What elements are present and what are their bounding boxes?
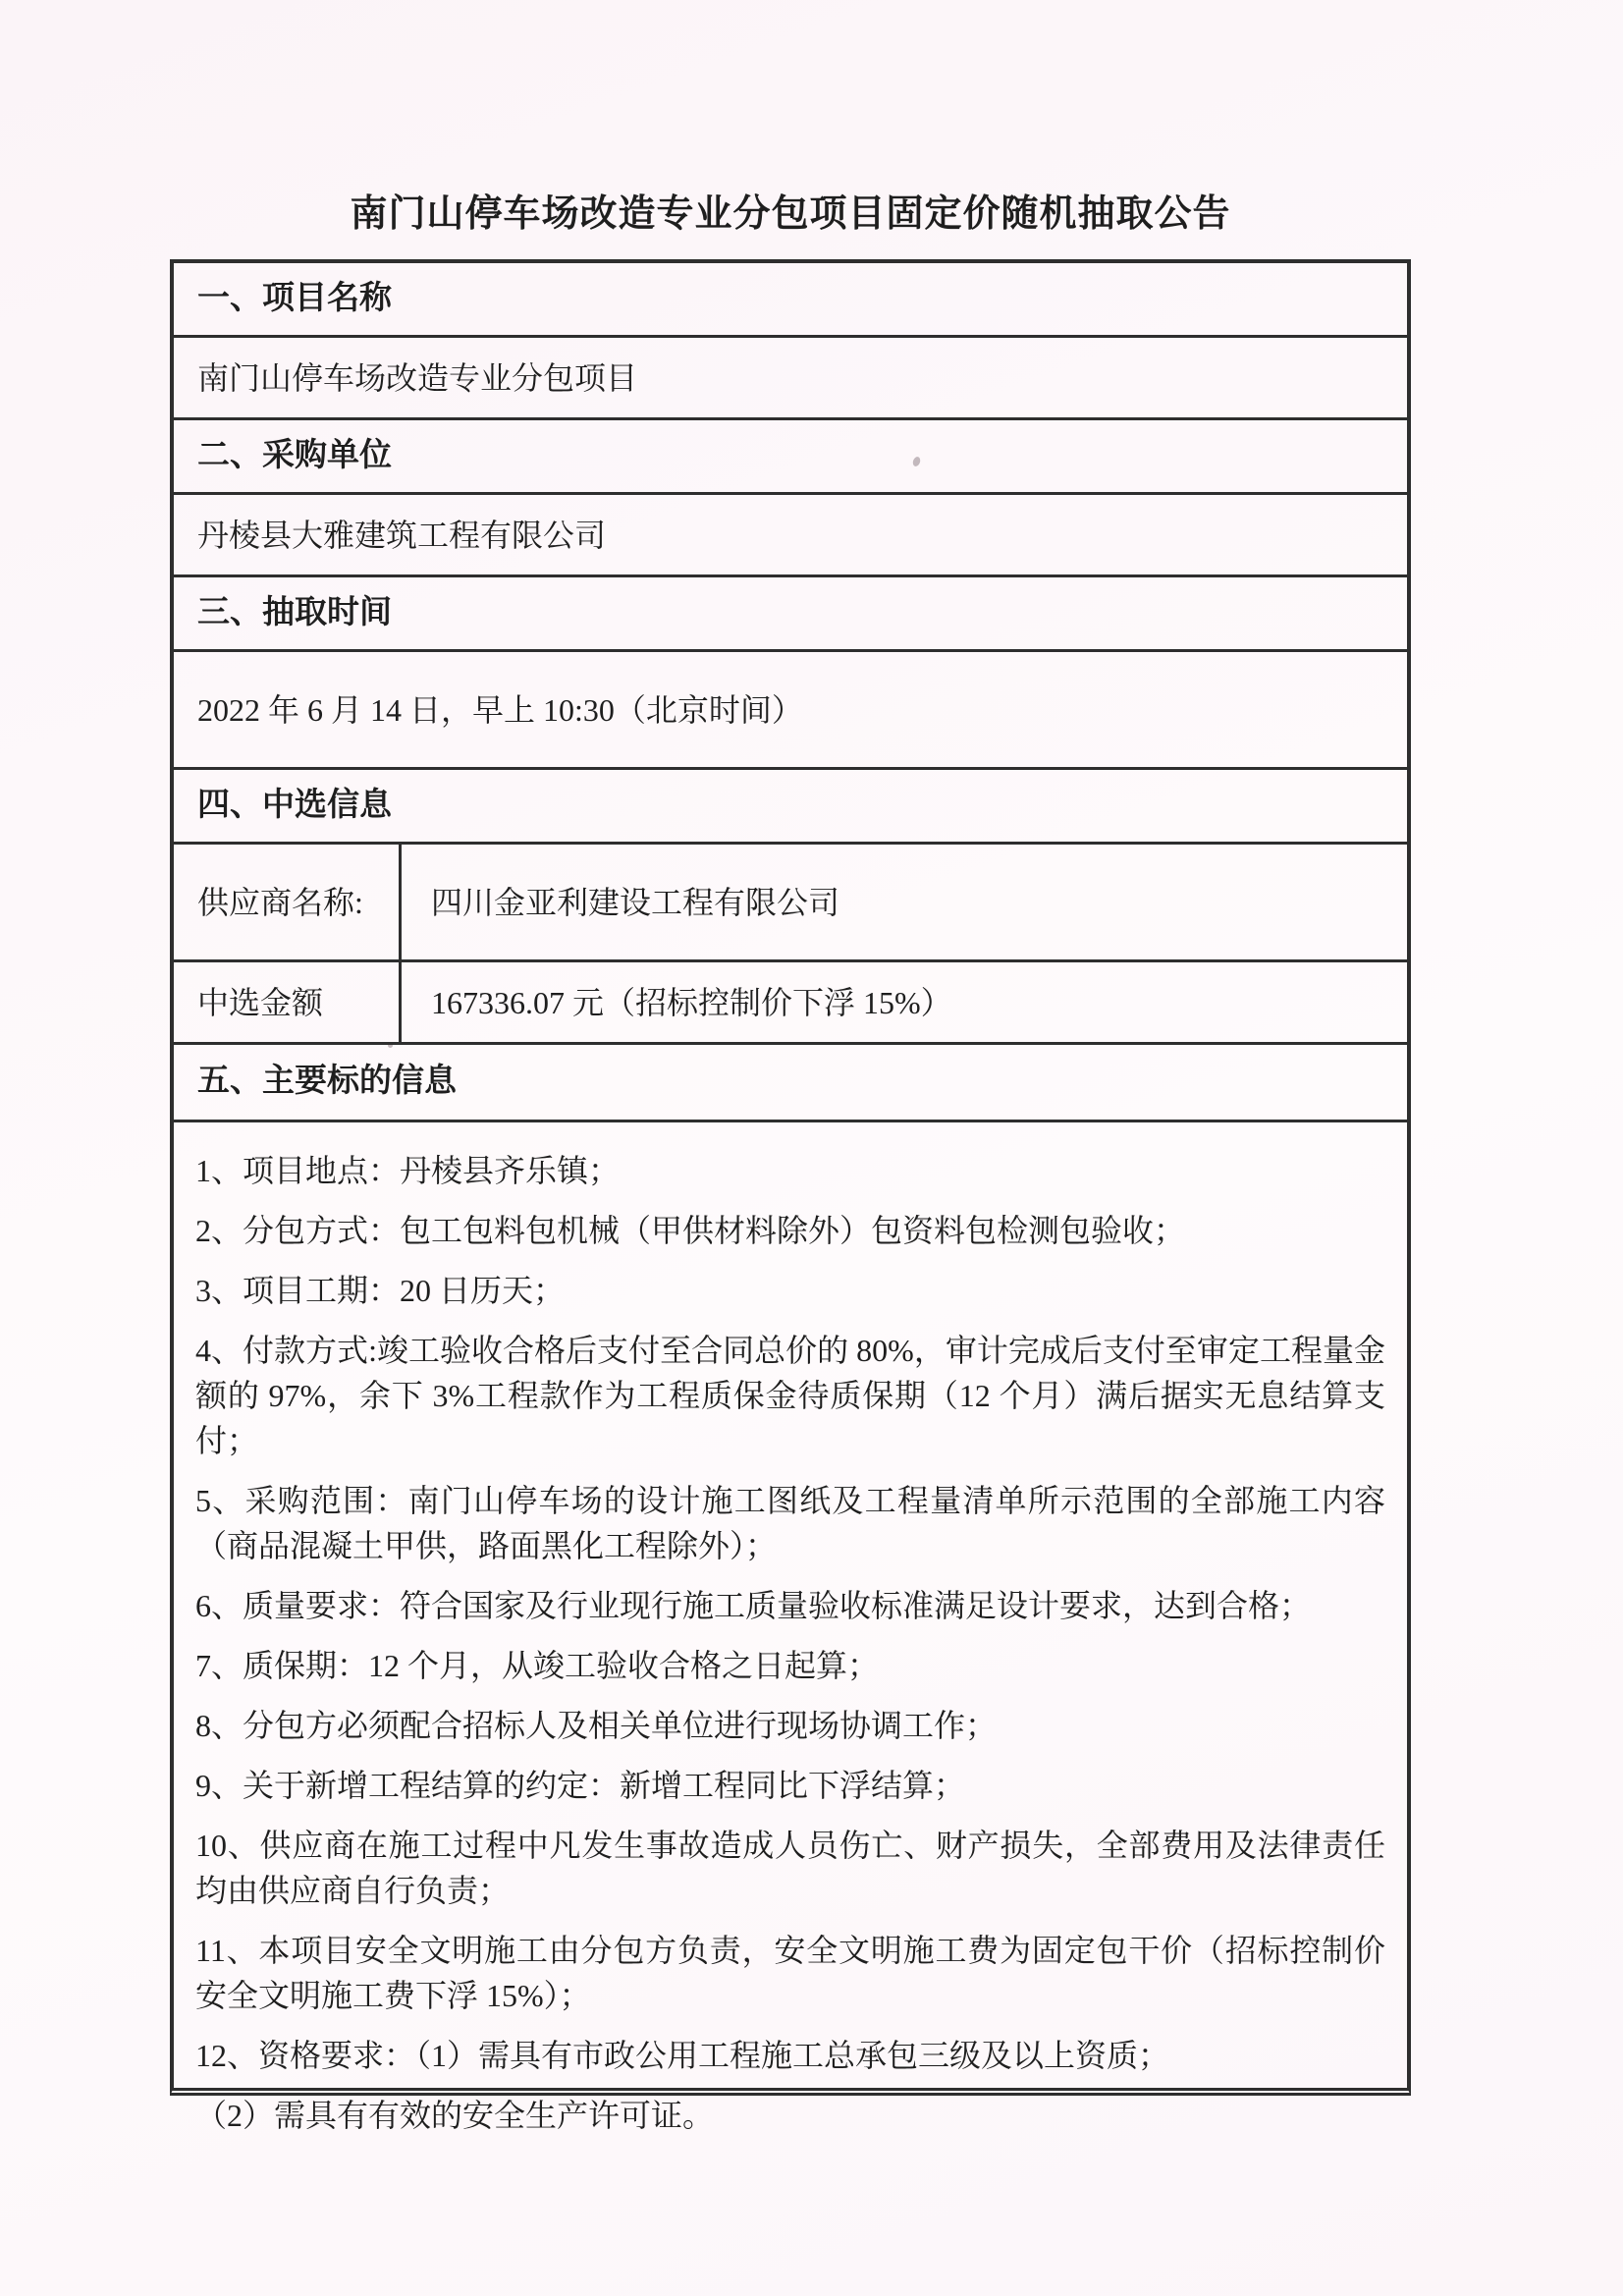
subject-item-4: 4、付款方式:竣工验收合格后支付至合同总价的 80%，审计完成后支付至审定工程量金额的 97%，余下 3%工程款作为工程质保金待质保期（12 个月）满后据实无息结算支付； — [195, 1333, 1385, 1458]
subject-item-1: 1、项目地点：丹棱县齐乐镇； — [195, 1153, 621, 1188]
subject-item-6: 6、质量要求：符合国家及行业现行施工质量验收标准满足设计要求，达到合格； — [195, 1588, 1312, 1623]
subject-item-12-sub-2: （2）需具有有效的安全生产许可证。 — [195, 2098, 715, 2133]
subject-info-cell — [174, 1122, 1407, 2133]
subject-item-10: 10、供应商在施工过程中凡发生事故造成人员伤亡、财产损失，全部费用及法律责任均由供应商自行负责； — [195, 1828, 1385, 1908]
selected-amount-value: 167336.07 元（招标控制价下浮 15%） — [431, 984, 952, 1020]
supplier-name-value: 四川金亚利建设工程有限公司 — [431, 884, 840, 920]
supplier-row — [174, 845, 1407, 962]
section-header-subject-info: 五、主要标的信息 — [174, 1045, 1407, 1122]
supplier-name-label: 供应商名称: — [174, 845, 402, 959]
subject-item-8: 8、分包方必须配合招标人及相关单位进行现场协调工作； — [195, 1708, 998, 1743]
procurement-unit-value: 丹棱县大雅建筑工程有限公司 — [174, 495, 1407, 577]
announcement-table — [170, 259, 1411, 2133]
document-title: 南门山停车场改造专业分包项目固定价随机抽取公告 — [350, 193, 1231, 235]
section-header-project-name: 一、项目名称 — [174, 263, 1407, 338]
project-name-value: 南门山停车场改造专业分包项目 — [174, 338, 1407, 420]
amount-row — [174, 962, 1407, 1045]
selected-amount-label: 中选金额 — [174, 962, 402, 1042]
subject-item-2: 2、分包方式：包工包料包机械（甲供材料除外）包资料包检测包验收； — [195, 1213, 1186, 1248]
subject-item-11: 11、本项目安全文明施工由分包方负责，安全文明施工费为固定包干价（招标控制价安全文明施工费下浮 15%）； — [195, 1933, 1385, 2013]
subject-item-3: 3、项目工期：20 日历天； — [195, 1273, 566, 1308]
subject-item-7: 7、质保期：12 个月，从竣工验收合格之日起算； — [195, 1648, 880, 1683]
subject-item-9: 9、关于新增工程结算的约定：新增工程同比下浮结算； — [195, 1768, 966, 1803]
section-header-procurement-unit: 二、采购单位 — [174, 420, 1407, 495]
section-header-selection-info: 四、中选信息 — [174, 770, 1407, 845]
draw-time-value: 2022 年 6 月 14 日，早上 10:30（北京时间） — [174, 652, 1407, 770]
subject-item-12: 12、资格要求：（1）需具有市政公用工程施工总承包三级及以上资质； — [195, 2038, 1170, 2073]
section-header-draw-time: 三、抽取时间 — [174, 577, 1407, 652]
subject-item-5: 5、采购范围：南门山停车场的设计施工图纸及工程量清单所示范围的全部施工内容（商品混凝土甲供，路面黑化工程除外）； — [195, 1483, 1385, 1563]
